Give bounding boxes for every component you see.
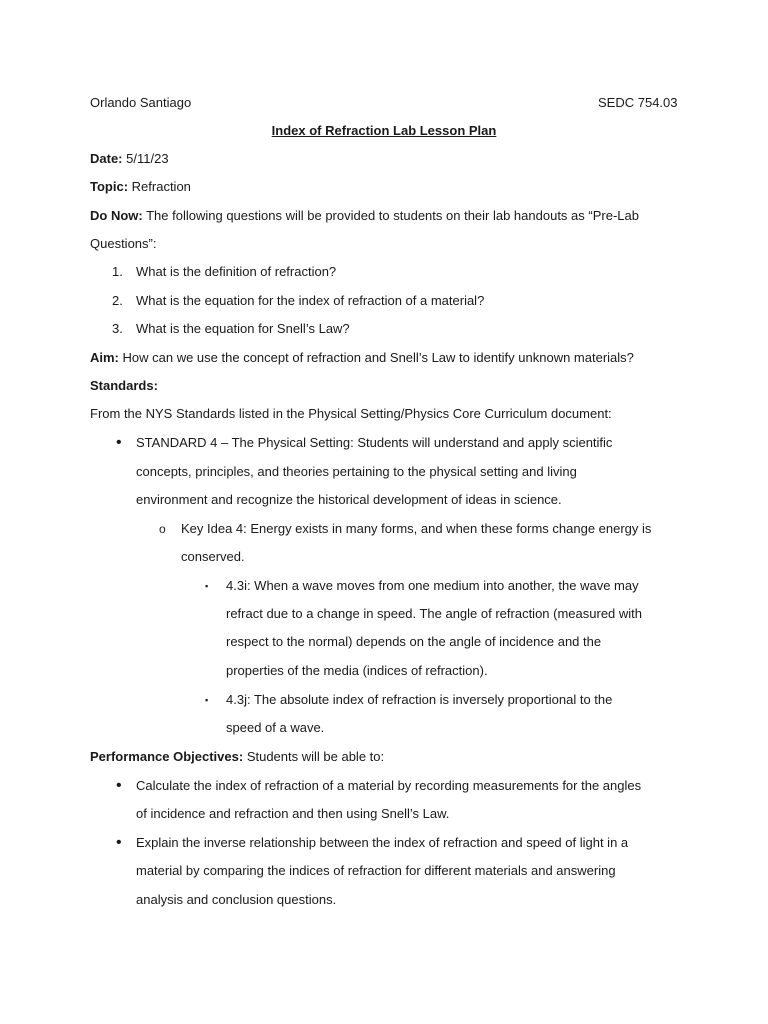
question-number: 1.: [112, 264, 123, 279]
item-43i-text: refract due to a change in speed. The angle of refraction (measured with: [226, 606, 643, 621]
standard-4-text: concepts, principles, and theories pertaining to the physical setting and living: [136, 464, 577, 479]
bullet-marker: •: [116, 777, 122, 794]
item-43j-text: speed of a wave.: [226, 720, 325, 735]
question-number: 3.: [112, 321, 123, 336]
standards-intro: From the NYS Standards listed in the Physical Setting/Physics Core Curriculum document:: [90, 406, 612, 421]
item-43i-text: 4.3i: When a wave moves from one medium into another, the wave may: [226, 578, 639, 593]
key-idea-text: conserved.: [181, 549, 245, 564]
question-number: 2.: [112, 293, 123, 308]
do-now-line: [90, 207, 639, 225]
performance-objectives-line: [90, 748, 384, 766]
topic-line: [90, 178, 191, 196]
objective-text: Explain the inverse relationship between the index of refraction and speed of light in a: [136, 835, 629, 850]
performance-objectives-text: Students will be able to:: [246, 749, 385, 764]
author-name: Orlando Santiago: [90, 95, 192, 110]
objective-text: material by comparing the indices of refraction for different materials and answering: [136, 863, 616, 878]
square-marker: ▪: [205, 695, 209, 705]
item-43i-text: properties of the media (indices of refraction).: [226, 663, 488, 678]
date-value: 5/11/23: [126, 151, 169, 166]
bullet-marker: •: [116, 834, 122, 851]
do-now-text: The following questions will be provided to students on their lab handouts as “Pre-Lab: [146, 208, 639, 223]
aim-text: How can we use the concept of refraction and Snell’s Law to identify unknown materials?: [122, 350, 634, 365]
aim-label: Aim:: [90, 350, 119, 365]
standard-4-text: environment and recognize the historical development of ideas in science.: [136, 492, 562, 507]
objective-text: analysis and conclusion questions.: [136, 892, 337, 907]
date-label: Date:: [90, 151, 123, 166]
item-43i-text: respect to the normal) depends on the angle of incidence and the: [226, 634, 602, 649]
question-text: What is the equation for Snell’s Law?: [136, 321, 350, 336]
bullet-marker: •: [116, 434, 122, 451]
date-line: [90, 150, 169, 168]
item-43j-text: 4.3j: The absolute index of refraction is inversely proportional to the: [226, 692, 613, 707]
aim-line: [90, 349, 634, 367]
standard-4-text: STANDARD 4 – The Physical Setting: Students will understand and apply scientific: [136, 435, 613, 450]
do-now-label: Do Now:: [90, 208, 143, 223]
objective-text: of incidence and refraction and then using Snell’s Law.: [136, 806, 450, 821]
document-title: Index of Refraction Lab Lesson Plan: [271, 123, 497, 138]
question-text: What is the definition of refraction?: [136, 264, 337, 279]
key-idea-text: Key Idea 4: Energy exists in many forms, and when these forms change energy is: [181, 521, 652, 536]
circle-marker: o: [159, 522, 166, 536]
topic-label: Topic:: [90, 179, 129, 194]
topic-value: Refraction: [131, 179, 191, 194]
performance-objectives-label: Performance Objectives:: [90, 749, 244, 764]
question-text: What is the equation for the index of refraction of a material?: [136, 293, 485, 308]
standards-heading: Standards:: [90, 378, 158, 393]
objective-text: Calculate the index of refraction of a material by recording measurements for the angles: [136, 778, 642, 793]
square-marker: ▪: [205, 581, 209, 591]
do-now-text-cont: Questions”:: [90, 236, 157, 251]
course-code: SEDC 754.03: [598, 95, 678, 110]
